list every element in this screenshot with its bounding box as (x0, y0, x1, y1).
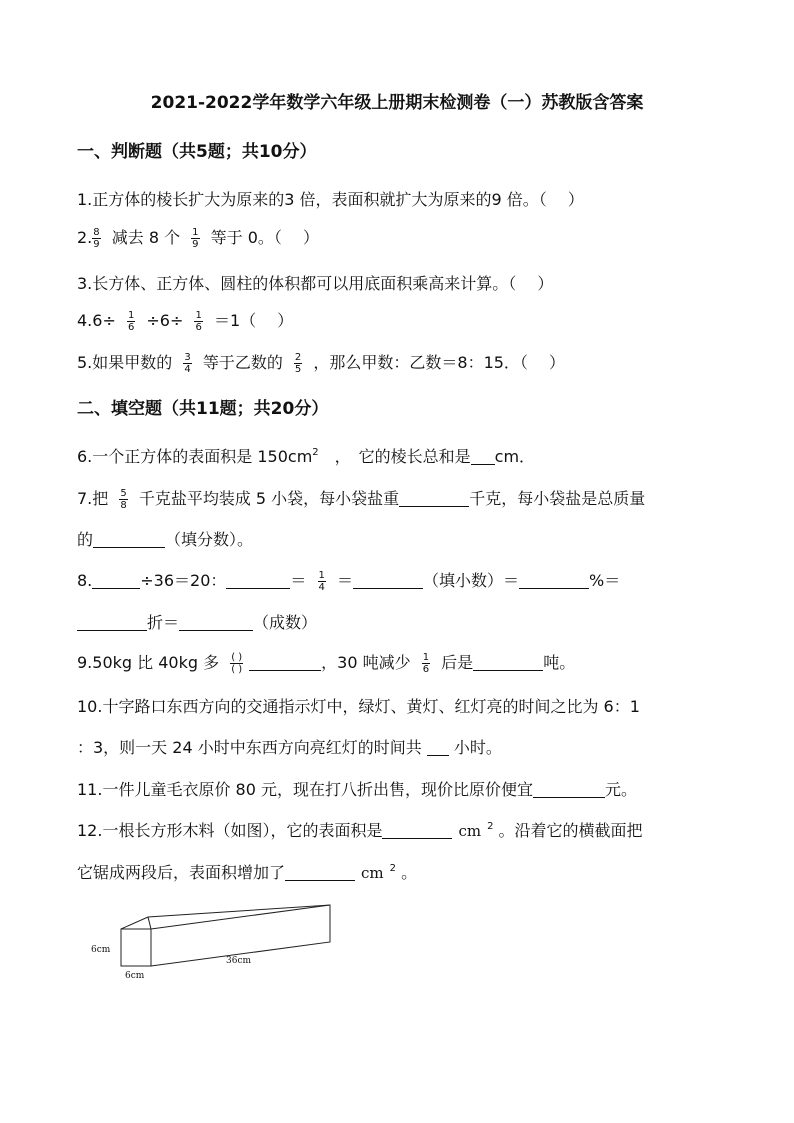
question-10-line-1: 10.十字路口东西方向的交通指示灯中，绿灯、黄灯、红灯亮的时间之比为 6：1 (77, 697, 640, 716)
answer-blank[interactable] (533, 781, 605, 798)
q5-text-3: ，那么甲数：乙数＝8：15．（ ） (308, 353, 566, 372)
q10-text-2: ：3，则一天 24 小时中东西方向亮红灯的时间共 (77, 738, 427, 757)
q2-text-2: 等于 0。（ ） (205, 228, 319, 247)
q7-text-4: 的 (77, 530, 94, 549)
numerator: 1 (318, 570, 325, 581)
q9-text-3: 后是 (436, 653, 474, 672)
q5-fraction-2 (294, 352, 302, 375)
question-7-line-1 (77, 486, 645, 511)
q8-text-8: （成数） (253, 613, 318, 632)
answer-blank[interactable] (399, 490, 469, 507)
answer-blank[interactable] (93, 531, 165, 548)
q6-text-1: 6.一个正方体的表面积是 150cm (77, 447, 313, 466)
question-7-line-2 (77, 527, 253, 550)
q12-unit: cm (361, 864, 384, 882)
denominator: 8 (120, 500, 127, 511)
q4-text-2: ÷6÷ (141, 311, 189, 330)
q2-fraction-2 (191, 227, 199, 250)
numerator: 1 (127, 310, 135, 321)
numerator: 3 (184, 352, 191, 363)
q9-fraction-blank[interactable] (230, 652, 243, 675)
q12-text-2: 。沿着它的横截面把 (493, 821, 643, 840)
denominator: ( ) (231, 664, 243, 675)
q2-fraction-1 (92, 227, 100, 250)
q2-text-1: 减去 8 个 (106, 228, 186, 247)
q7-text-1: 7.把 (77, 489, 114, 508)
q4-text-1: 4.6÷ (77, 311, 121, 330)
answer-blank[interactable] (249, 654, 321, 671)
answer-blank[interactable] (77, 614, 147, 631)
numerator: 2 (294, 352, 302, 363)
answer-blank[interactable] (92, 572, 140, 589)
denominator: 6 (422, 664, 430, 675)
q12-text-4: 。 (396, 863, 418, 882)
page-title: 2021-2022学年数学六年级上册期末检测卷（一）苏教版含答案 (150, 93, 644, 113)
answer-blank[interactable] (353, 572, 423, 589)
question-2 (77, 225, 319, 250)
q5-fraction-1 (183, 352, 191, 375)
length-label: 36cm (226, 956, 252, 966)
cuboid-figure (88, 895, 348, 990)
q12-superscript: 2 (389, 863, 397, 874)
q8-text-5: （填小数）＝ (422, 571, 519, 590)
numerator: 8 (93, 227, 100, 238)
answer-blank[interactable] (473, 654, 543, 671)
answer-blank[interactable] (382, 822, 452, 839)
denominator: 6 (195, 322, 202, 333)
height-label: 6cm (91, 945, 111, 955)
q9-text-4: 吨。 (543, 653, 576, 672)
q4-fraction-2 (194, 310, 202, 333)
denominator: 4 (184, 364, 191, 375)
denominator: 5 (294, 364, 302, 375)
q4-fraction-1 (127, 310, 135, 333)
question-10-line-2 (77, 735, 502, 758)
numerator: 1 (195, 310, 202, 321)
q9-fraction (422, 652, 430, 675)
q8-text-2: ÷36＝20： (140, 571, 227, 590)
question-6 (77, 444, 535, 467)
q7-text-3: 千克，每小袋盐是总质量 (469, 489, 646, 508)
cuboid-front-face (121, 929, 151, 966)
cuboid-top-edge (151, 905, 330, 929)
q12-superscript: 2 (487, 821, 494, 832)
q8-text-4: ＝ (331, 571, 353, 590)
q8-text-7: 折＝ (147, 613, 180, 632)
section-heading-fill-blank: 二、填空题（共11题；共20分） (77, 399, 329, 419)
q12-text-3: 它锯成两段后，表面积增加了 (77, 863, 286, 882)
q6-superscript: 2 (312, 447, 319, 458)
numerator: ( ) (231, 652, 243, 663)
question-12-line-1 (77, 818, 643, 841)
answer-blank[interactable] (471, 448, 495, 465)
question-8-line-2 (77, 610, 317, 633)
width-label: 6cm (125, 971, 145, 981)
q8-fraction (318, 570, 326, 593)
numerator: 5 (120, 488, 127, 499)
denominator: 9 (93, 239, 100, 250)
question-1: 1.正方体的棱长扩大为原来的3 倍，表面积就扩大为原来的9 倍。（ ） (77, 190, 584, 209)
question-5 (77, 350, 565, 375)
q9-text-1: 9.50kg 比 40kg 多 (77, 653, 225, 672)
q8-text-1: 8. (77, 571, 93, 590)
answer-blank[interactable] (179, 614, 253, 631)
q9-text-2: ，30 吨减少 (321, 653, 416, 672)
denominator: 4 (318, 582, 325, 593)
q11-text-1: 11.一件儿童毛衣原价 80 元，现在打八折出售，现价比原价便宜 (77, 780, 533, 799)
question-12-line-2 (77, 860, 417, 883)
cuboid-corner-edge (148, 917, 151, 929)
q11-text-2: 元。 (604, 780, 637, 799)
numerator: 1 (192, 227, 199, 238)
q7-text-5: （填分数）。 (165, 530, 254, 549)
question-9 (77, 650, 575, 675)
q5-text-2: 等于乙数的 (197, 353, 288, 372)
q7-fraction (119, 488, 127, 511)
q2-number: 2. (77, 228, 93, 247)
q6-text-3: cm． (494, 447, 536, 466)
question-8-line-1 (77, 568, 620, 593)
question-4 (77, 308, 293, 333)
question-3: 3.长方体、正方体、圆柱的体积都可以用底面积乘高来计算。（ ） (77, 274, 554, 293)
q12-unit: cm (458, 822, 482, 840)
denominator: 9 (192, 239, 199, 250)
q10-text-3: 小时。 (448, 738, 502, 757)
answer-blank[interactable] (285, 864, 355, 881)
q12-text-1: 12.一根长方形木料（如图），它的表面积是 (77, 821, 383, 840)
section-heading-judgement: 一、判断题（共5题；共10分） (77, 142, 317, 162)
q8-text-3: ＝ (290, 571, 312, 590)
numerator: 1 (422, 652, 430, 663)
q4-text-3: ＝1（ ） (208, 311, 294, 330)
q7-text-2: 千克盐平均装成 5 小袋，每小袋盐重 (133, 489, 400, 508)
q5-text-1: 5.如果甲数的 (77, 353, 178, 372)
answer-blank[interactable] (427, 739, 449, 756)
denominator: 6 (127, 322, 135, 333)
question-11 (77, 777, 637, 800)
q6-text-2: ， 它的棱长总和是 (318, 447, 471, 466)
answer-blank[interactable] (226, 572, 290, 589)
answer-blank[interactable] (519, 572, 589, 589)
q8-text-6: %＝ (588, 571, 621, 590)
